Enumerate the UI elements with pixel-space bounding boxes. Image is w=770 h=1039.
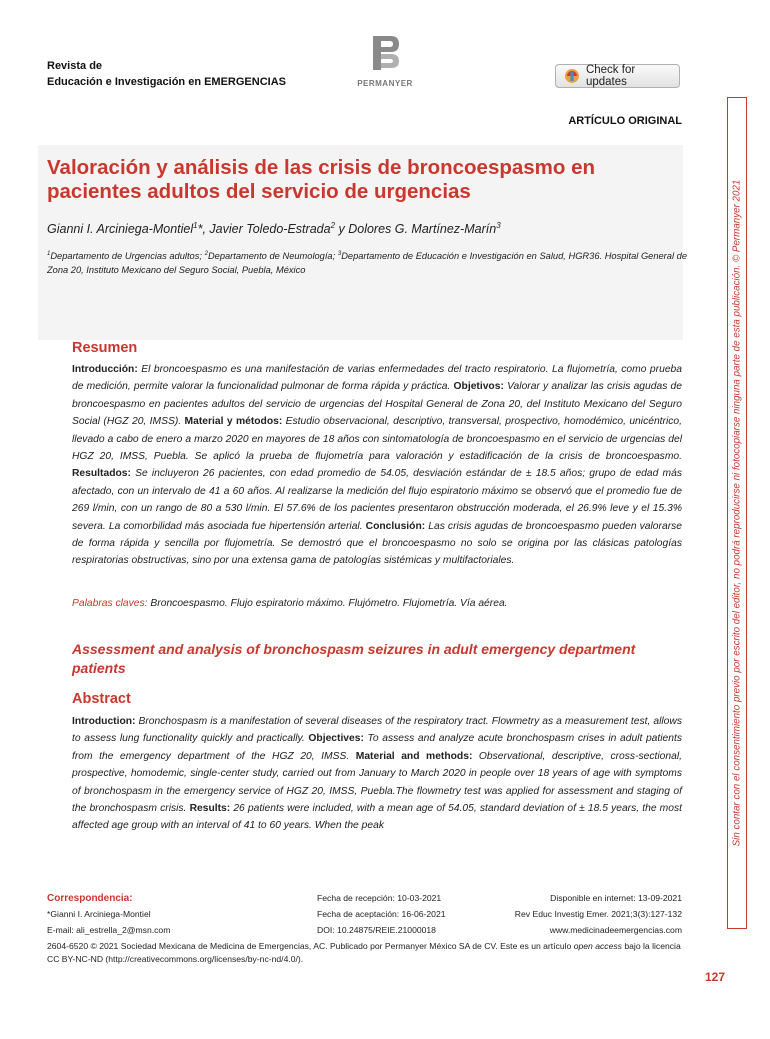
- author-name: Javier Toledo-Estrada: [209, 222, 331, 237]
- abstract-obj: To assess and analyze acute bronchospasm crises in adult patients from the emergency department of the HGZ 20, IMSS.: [72, 733, 683, 762]
- english-title: Assessment and analysis of bronchospasm seizures in adult emergency department patients: [72, 641, 636, 676]
- publisher-logo: [355, 34, 415, 88]
- license-text-end: bajo la licencia CC BY-NC-ND (http://creativecommons.org/licenses/by-nc-nd/4.0/).: [47, 941, 681, 964]
- article-title: Valoración y análisis de las crisis de broncoespasmo en pacientes adultos del servicio de urgencias: [47, 156, 596, 203]
- keywords: [72, 598, 682, 609]
- license-text: 2604-6520 © 2021 Sociedad Mexicana de Medicina de Emergencias, AC. Publicado por Permanyer México SA de CV. Este es un artículo: [47, 941, 574, 951]
- abstract-intro-label: Introduction:: [72, 716, 136, 727]
- resumen-mm-label: Material y métodos:: [184, 416, 283, 428]
- abstract-intro: Bronchospasm is a manifestation of several diseases of the respiratory tract. Flowmetry as a measurement test, allows to assess lung functionality quickly and practically.: [72, 716, 682, 745]
- article-type: ARTÍCULO ORIGINAL: [568, 115, 682, 127]
- abstract-res: 26 patients were included, with a mean age of 54.05, standard deviation of ± 18.5 years, the most affected age group with an interval of 41 to 60 years. When the peak: [72, 803, 682, 832]
- doi[interactable]: DOI: 10.24875/REIE.21000018: [317, 925, 436, 935]
- check-for-updates-button[interactable]: [555, 64, 680, 88]
- resumen-res-label: Resultados:: [72, 468, 131, 480]
- author-separator: y: [335, 222, 349, 237]
- abstract-obj-label: Objectives:: [308, 733, 364, 745]
- abstract-mm-label: Material and methods:: [355, 750, 473, 762]
- license-open-access: open access: [573, 941, 622, 951]
- affiliation-text: Departamento de Neumología;: [207, 251, 338, 262]
- resumen-res: Se incluyeron 26 pacientes, con edad promedio de 54.05, desviación estándar de ± 18.5 años; grupo de edad más afectado, con un intervalo de 41 a 60 años. Al realizarse la medición del flujo espiratorio máximo se observó que el promedio fue de 269 l/min, con un rango de 80 a 530 l/min. El 57.6% de los pacientes presentaron obstrucción moderada, el 26.9% leve y el 15.3% severa. La comorbilidad más asociada fue hipertensión arterial.: [72, 468, 682, 532]
- resumen-intro-label: Introducción:: [72, 364, 138, 375]
- permanyer-logo-icon: [367, 34, 403, 72]
- author-name: Gianni I. Arciniega-Montiel: [47, 222, 194, 237]
- abstract-heading: Abstract: [72, 691, 131, 707]
- author-name: Dolores G. Martínez-Marín: [348, 222, 497, 237]
- crossmark-icon: [564, 68, 580, 84]
- author-affiliation-mark: 1: [193, 221, 198, 230]
- journal-name: [47, 58, 286, 90]
- keywords-label: Palabras claves:: [72, 598, 148, 609]
- affiliation-mark: 1: [47, 251, 51, 257]
- corresponding-mark: *: [197, 222, 203, 237]
- author-separator: ,: [202, 222, 210, 237]
- journal-name-line2: Educación e Investigación en EMERGENCIAS: [47, 76, 286, 88]
- author-affiliation-mark: 2: [330, 221, 336, 230]
- publisher-name: PERMANYER: [357, 79, 413, 88]
- resumen-con: Las crisis agudas de broncoespasmo pueden valorarse de forma rápida y sencilla por flujometría. Se demostró que el broncoespasmo no solo se origina por las clásicas patologías respiratorias obstructivas, sino por una extensa gama de patologías sistémicas y multifactoriales.: [72, 520, 682, 567]
- publication-block: [515, 890, 682, 938]
- author-list: [47, 221, 677, 236]
- correspondence-email[interactable]: E-mail: ali_estrella_2@msn.com: [47, 925, 171, 935]
- resumen-obj-label: Objetivos:: [453, 381, 504, 393]
- received-date: Fecha de recepción: 10-03-2021: [317, 893, 442, 903]
- keywords-text: Broncoespasmo. Flujo espiratorio máximo. Flujómetro. Flujometría. Vía aérea.: [147, 598, 508, 609]
- online-date: Disponible en internet: 13-09-2021: [550, 893, 682, 903]
- website-link[interactable]: www.medicinadeemergencias.com: [549, 925, 682, 935]
- resumen-heading: Resumen: [72, 340, 138, 356]
- resumen-mm: Estudio observacional, descriptivo, transversal, prospectivo, homodémico, unicéntrico, llevado a cabo de enero a marzo 2020 en mayores de 18 años con sintomatología de broncoespasmo en el servicio de urgencias del HGZ 20, IMSS, Puebla. Se aplicó la prueba de flujometría para valoración y estadificación de la crisis de broncoespasmo.: [72, 416, 682, 463]
- page-number: 127: [705, 970, 726, 984]
- resumen-body: [72, 361, 682, 570]
- correspondence-label: Correspondencia:: [47, 893, 133, 904]
- abstract-body: [72, 713, 682, 835]
- dates-block: [317, 890, 446, 938]
- copyright-side-note: Sin contar con el consentimiento previo por escrito del editor, no podrá reproducirse ni fotocopiarse ninguna parte de esta publicación. © Permanyer 2021: [731, 179, 743, 847]
- affiliation-text: Departamento de Educación e Investigación en Salud, HGR36. Hospital General de Zona 20, Instituto Mexicano del Seguro Social, Puebla, México: [47, 251, 687, 276]
- author-affiliation-mark: 3: [496, 221, 501, 230]
- correspondence-name: *Gianni I. Arciniega-Montiel: [47, 909, 151, 919]
- abstract-mm: Observational, descriptive, cross-sectional, prospective, homodemic, single-center study, carried out from January to March 2020 in people over 18 years of age with symptoms of bronchospasm in the emergency service of HGZ 20, IMSS, Puebla.The flowmetry test was applied for assessment and staging of the bronchospasm crisis.: [72, 750, 682, 815]
- affiliation-mark: 2: [204, 251, 208, 257]
- check-for-updates-label: Check for updates: [585, 64, 636, 88]
- resumen-obj: Valorar y analizar las crisis agudas de broncoespasmo en pacientes adultos del servicio de urgencias del Hospital General de Zona 20, del Instituto Mexicano del Seguro Social (HGZ 20, IMSS).: [72, 381, 682, 428]
- license-statement: [47, 940, 687, 966]
- accepted-date: Fecha de aceptación: 16-06-2021: [317, 909, 446, 919]
- citation: Rev Educ Investig Emer. 2021;3(3):127-132: [514, 909, 682, 919]
- affiliation-mark: 3: [337, 251, 342, 257]
- correspondence-block: [47, 906, 170, 938]
- journal-name-line1: Revista de: [47, 60, 103, 72]
- resumen-con-label: Conclusión:: [365, 520, 426, 532]
- resumen-intro: El broncoespasmo es una manifestación de varias enfermedades del tracto respiratorio. La flujometría, como prueba de medición, permite valorar la funcionalidad pulmonar de forma rápida y práctica.: [72, 364, 682, 393]
- affiliations: [47, 247, 687, 277]
- abstract-res-label: Results:: [189, 803, 231, 815]
- affiliation-text: Departamento de Urgencias adultos;: [50, 251, 205, 262]
